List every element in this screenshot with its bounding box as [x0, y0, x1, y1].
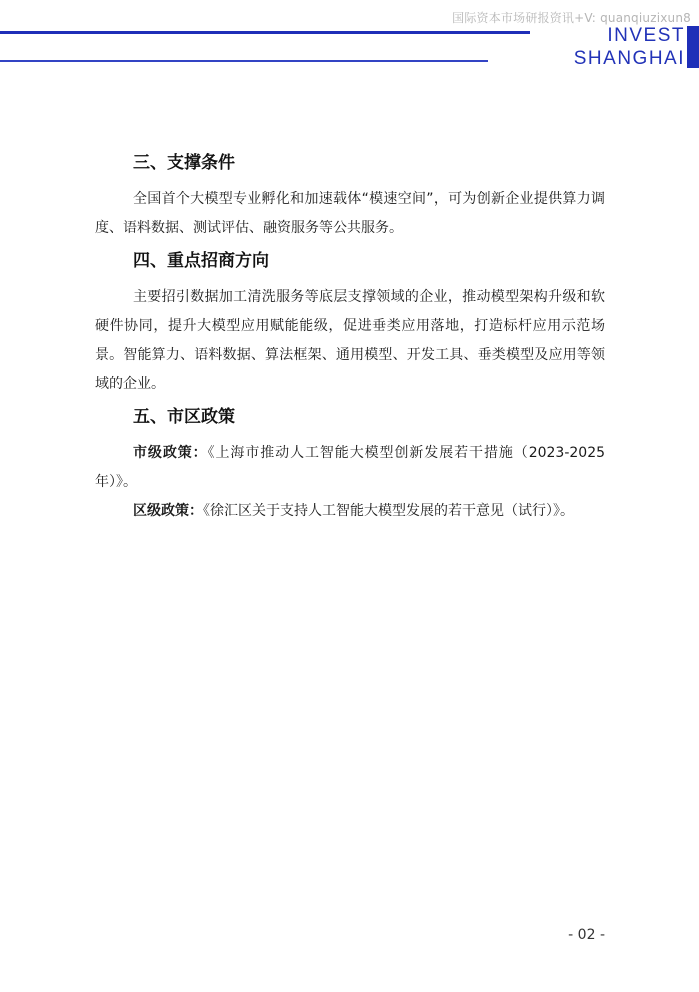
section-heading-support: 三、支撑条件 [133, 153, 235, 173]
section-heading-investment: 四、重点招商方向 [133, 251, 269, 271]
brand-line-invest: INVEST [607, 25, 685, 46]
section-body-support: 全国首个大模型专业孵化和加速载体“模速空间”，可为创新企业提供算力调度、语料数据、测试评估、融资服务等公共服务。 [95, 191, 605, 236]
document-body [95, 149, 605, 526]
brand-line-shanghai: SHANGHAI [573, 48, 685, 69]
policy-district-label: 区级政策： [133, 503, 203, 519]
brand-accent-bar [687, 26, 699, 68]
section-body-investment: 主要招引数据加工清洗服务等底层支撑领域的企业，推动模型架构升级和软硬件协同，提升大模型应用赋能能级，促进垂类应用落地，打造标杆应用示范场景。智能算力、语料数据、算法框架、通用模型、开发工具、垂类模型及应用等领域的企业。 [95, 289, 605, 392]
policy-city [95, 439, 605, 497]
policy-district [95, 497, 605, 526]
page-number: - 02 - [568, 927, 605, 943]
section-heading-policy: 五、市区政策 [133, 407, 235, 427]
watermark-text: 国际资本市场研报资讯+V: quanqiuzixun8 [452, 11, 691, 25]
policy-city-text: 《上海市推动人工智能大模型创新发展若干措施（2023-2025 年）》。 [95, 445, 606, 490]
header-rule-thin [0, 60, 488, 62]
header-rule-thick [0, 31, 530, 34]
policy-district-text: 《徐汇区关于支持人工智能大模型发展的若干意见（试行）》。 [203, 503, 574, 519]
brand-logo [574, 24, 685, 70]
policy-city-label: 市级政策： [133, 445, 208, 461]
